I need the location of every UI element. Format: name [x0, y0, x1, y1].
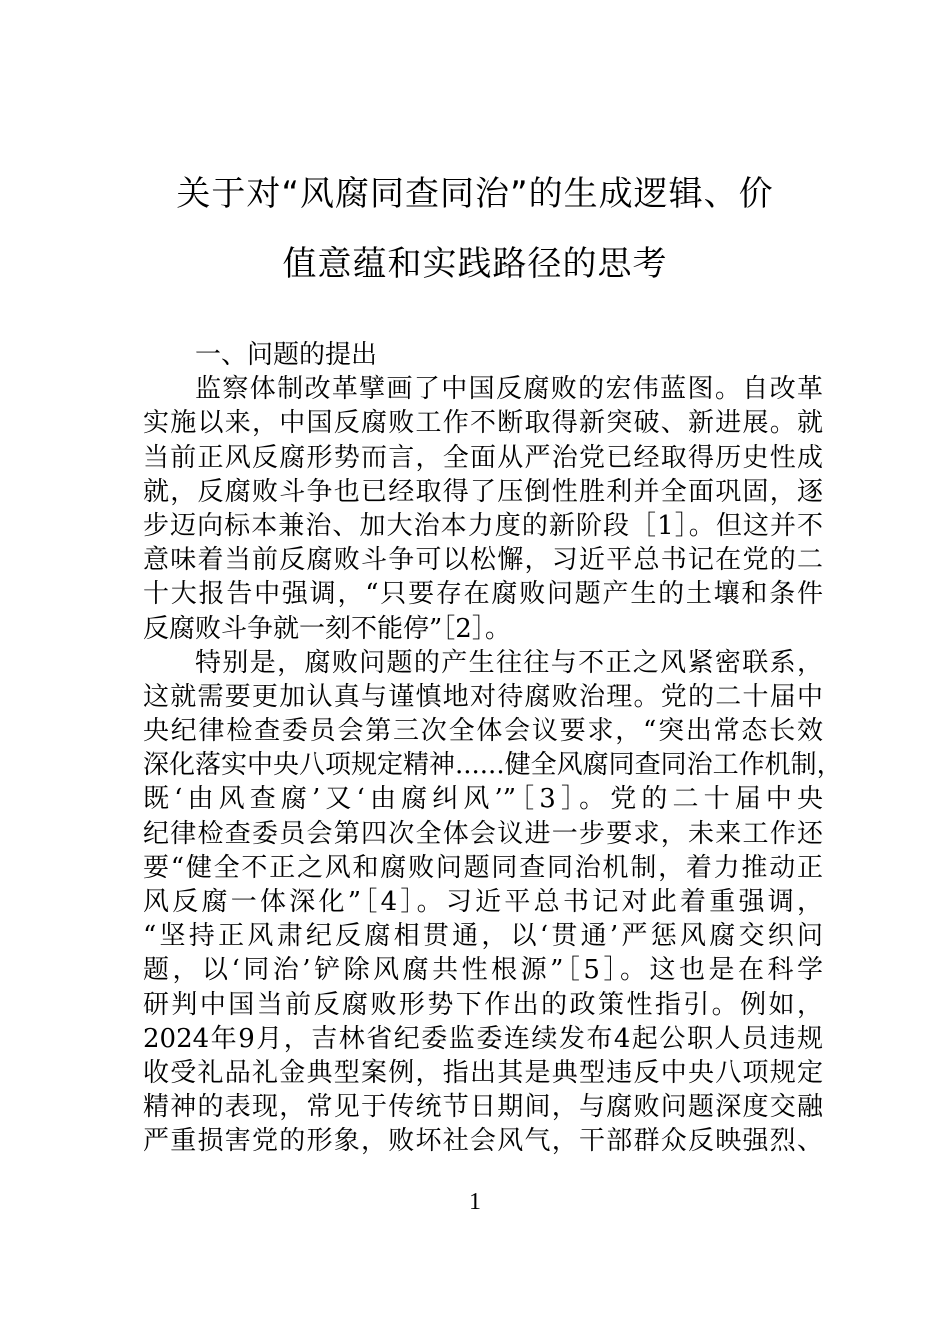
- document-title-line-2: 值意蕴和实践路径的思考: [282, 244, 668, 284]
- paragraph-1-line: 就，反腐败斗争也已经取得了压倒性胜利并全面巩固，逐: [143, 476, 823, 507]
- paragraph-2-line: 风反腐一体深化”［4］。习近平总书记对此着重强调，: [143, 887, 823, 917]
- paragraph-1-line: 十大报告中强调，“只要存在腐败问题产生的土壤和条件: [143, 579, 823, 610]
- paragraph-2-line: 既‘由风查腐’又‘由腐纠风’”［3］。党的二十届中央: [143, 784, 823, 815]
- paragraph-2-line: 纪律检查委员会第四次全体会议进一步要求，未来工作还: [143, 818, 823, 849]
- paragraph-2-line: 题，以‘同治’铲除风腐共性根源”［5］。这也是在科学: [143, 955, 823, 986]
- paragraph-1-line: 意味着当前反腐败斗争可以松懈，习近平总书记在党的二: [143, 545, 823, 576]
- paragraph-1-line: 反腐败斗争就一刻不能停”［2］。: [143, 613, 511, 644]
- paragraph-2-line: 研判中国当前反腐败形势下作出的政策性指引。例如，: [143, 989, 823, 1020]
- paragraph-2-line: 要“健全不正之风和腐败问题同查同治机制，着力推动正: [143, 852, 823, 883]
- section-heading: 一、问题的提出: [195, 340, 378, 370]
- paragraph-2-line: 深化落实中央八项规定精神......健全风腐同查同治工作机制，: [143, 750, 843, 781]
- paragraph-1-line: 监察体制改革擘画了中国反腐败的宏伟蓝图。自改革: [195, 374, 823, 405]
- paragraph-2-line: 这就需要更加认真与谨慎地对待腐败治理。党的二十届中: [143, 681, 823, 712]
- paragraph-2-line: “坚持正风肃纪反腐相贯通，以‘贯通’严惩风腐交织问: [143, 921, 823, 952]
- paragraph-1-line: 实施以来，中国反腐败工作不断取得新突破、新进展。就: [143, 408, 823, 439]
- paragraph-2-line: 央纪律检查委员会第三次全体会议要求，“突出常态长效: [143, 716, 823, 747]
- document-body: [143, 338, 843, 1159]
- page-number: 1: [469, 1189, 481, 1215]
- paragraph-1-line: 步迈向标本兼治、加大治本力度的新阶段［1］。但这并不: [143, 510, 823, 541]
- document-title-line-1: 关于对“风腐同查同治”的生成逻辑、价: [176, 174, 774, 214]
- paragraph-1-line: 当前正风反腐形势而言，全面从严治党已经取得历史性成: [143, 442, 823, 473]
- paragraph-2-line: 精神的表现，常见于传统节日期间，与腐败问题深度交融: [143, 1092, 823, 1123]
- paragraph-2-line: 严重损害党的形象，败坏社会风气，干部群众反映强烈、: [143, 1126, 823, 1157]
- paragraph-2-line: 收受礼品礼金典型案例，指出其是典型违反中央八项规定: [143, 1057, 823, 1088]
- paragraph-2-line: 特别是，腐败问题的产生往往与不正之风紧密联系，: [195, 647, 823, 678]
- paragraph-2-line: 2024年9月，吉林省纪委监委连续发布4起公职人员违规: [143, 1023, 823, 1054]
